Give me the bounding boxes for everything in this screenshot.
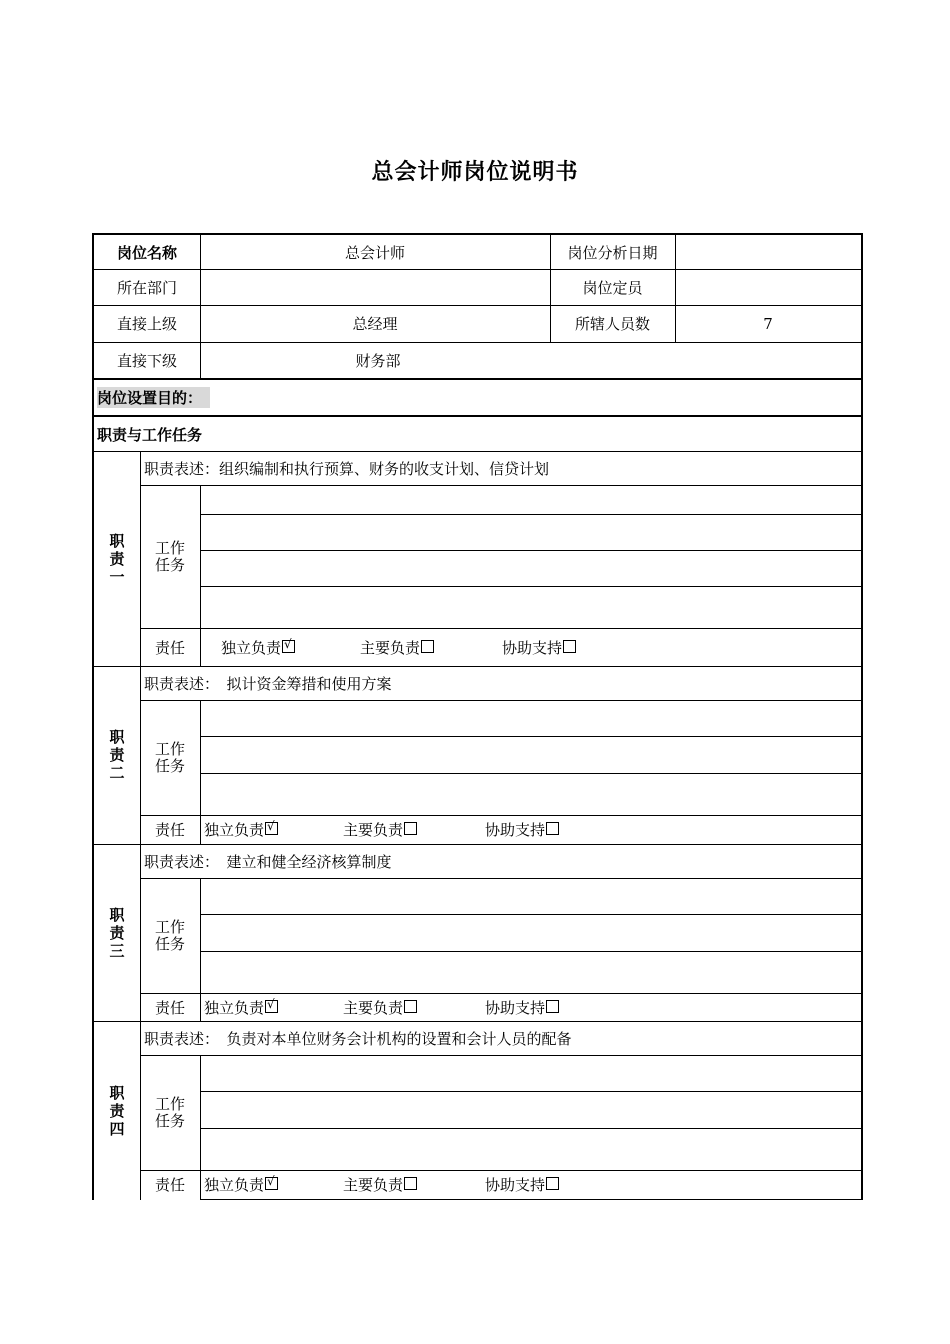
checkbox-icon[interactable] xyxy=(563,640,576,653)
opt-independent-label: 独立负责 xyxy=(204,998,265,1017)
duties-section-label: 职责与工作任务 xyxy=(97,425,203,444)
task-label-line-1: 工作 xyxy=(154,538,185,557)
duty-1-resp-support[interactable] xyxy=(502,628,576,666)
duty-4-char-3: 四 xyxy=(109,1119,125,1138)
duty-3-label xyxy=(94,844,140,1021)
duty-4-description: 职责表述： 负责对本单位财务会计机构的设置和会计人员的配备 xyxy=(144,1029,572,1048)
duty-3-resp-independent[interactable] xyxy=(204,993,278,1021)
opt-main-label: 主要负责 xyxy=(343,821,404,839)
analysis-date-value xyxy=(675,235,861,269)
duty-2-char-3: 二 xyxy=(109,764,125,782)
grid-line xyxy=(200,550,861,551)
opt-main-label: 主要负责 xyxy=(360,638,421,657)
purpose-section xyxy=(94,380,861,415)
task-label-line-2: 任务 xyxy=(154,1111,185,1130)
department-value xyxy=(200,269,550,305)
checkbox-icon[interactable] xyxy=(404,1177,417,1190)
duty-1-description: 职责表述：组织编制和执行预算、财务的收支计划、信贷计划 xyxy=(144,459,550,478)
page-title: 总会计师岗位说明书 xyxy=(371,160,579,185)
duty-2-resp-label: 责任 xyxy=(154,821,185,839)
grid-line xyxy=(200,1199,861,1200)
duty-2-label xyxy=(94,666,140,844)
duty-2-char-2: 责 xyxy=(109,746,125,764)
duty-1-char-1: 职 xyxy=(109,531,125,550)
checkbox-checked-icon[interactable] xyxy=(265,822,278,835)
subordinate-value: 财务部 xyxy=(355,351,401,370)
grid-line xyxy=(200,1091,861,1092)
headcount-value xyxy=(675,269,861,305)
grid-line xyxy=(200,914,861,915)
duty-1-task-label xyxy=(140,485,200,628)
checkbox-icon[interactable] xyxy=(546,1000,559,1013)
grid-line xyxy=(200,878,201,1021)
duty-4-resp-independent[interactable] xyxy=(204,1170,278,1199)
grid-line xyxy=(200,736,861,737)
duty-1-label xyxy=(94,451,140,666)
duty-3-resp-label: 责任 xyxy=(154,998,185,1017)
opt-support-label: 协助支持 xyxy=(485,821,546,839)
checkbox-icon[interactable] xyxy=(421,640,434,653)
opt-independent-label: 独立负责 xyxy=(204,821,265,839)
duty-4-resp-label: 责任 xyxy=(154,1176,185,1194)
duty-2-char-1: 职 xyxy=(109,728,125,746)
duty-4-resp-support[interactable] xyxy=(485,1170,559,1199)
duty-1-char-2: 责 xyxy=(109,549,125,568)
duty-4-resp-main[interactable] xyxy=(343,1170,417,1199)
duty-2-description: 职责表述： 拟计资金筹措和使用方案 xyxy=(144,674,392,693)
grid-line xyxy=(200,700,201,844)
purpose-label: 岗位设置目的： xyxy=(97,387,210,408)
headcount-label: 岗位定员 xyxy=(582,278,643,297)
grid-line xyxy=(200,485,201,666)
duty-1-resp-label: 责任 xyxy=(154,638,185,657)
task-label-line-1: 工作 xyxy=(154,739,185,758)
task-label-line-2: 任务 xyxy=(154,756,185,775)
duty-1-resp-independent[interactable] xyxy=(221,628,295,666)
checkbox-icon[interactable] xyxy=(546,822,559,835)
position-name-value: 总会计师 xyxy=(344,243,405,262)
opt-main-label: 主要负责 xyxy=(343,1176,404,1194)
grid-line xyxy=(200,586,861,587)
grid-line xyxy=(140,485,861,486)
task-label-line-1: 工作 xyxy=(154,1094,185,1113)
task-label-line-2: 任务 xyxy=(154,555,185,574)
duty-4-task-label xyxy=(140,1055,200,1170)
job-description-form xyxy=(92,233,863,1200)
duty-4-label xyxy=(94,1021,140,1200)
staff-count-value: 7 xyxy=(763,314,773,333)
grid-line xyxy=(200,951,861,952)
grid-line xyxy=(140,1055,861,1056)
checkbox-checked-icon[interactable] xyxy=(282,640,295,653)
opt-independent-label: 独立负责 xyxy=(204,1176,265,1194)
analysis-date-label: 岗位分析日期 xyxy=(567,243,658,262)
duty-2-resp-main[interactable] xyxy=(343,815,417,844)
task-label-line-1: 工作 xyxy=(154,917,185,936)
grid-line xyxy=(200,514,861,515)
duty-3-char-2: 责 xyxy=(109,923,125,942)
grid-line xyxy=(200,1128,861,1129)
task-label-line-2: 任务 xyxy=(154,934,185,953)
opt-independent-label: 独立负责 xyxy=(221,638,282,657)
supervisor-label: 直接上级 xyxy=(116,315,177,333)
checkbox-checked-icon[interactable] xyxy=(265,1177,278,1190)
duty-3-char-1: 职 xyxy=(109,905,125,924)
duty-2-resp-support[interactable] xyxy=(485,815,559,844)
position-name-label: 岗位名称 xyxy=(116,243,177,262)
opt-main-label: 主要负责 xyxy=(343,998,404,1017)
opt-support-label: 协助支持 xyxy=(485,998,546,1017)
duty-4-char-1: 职 xyxy=(109,1083,125,1102)
duty-1-resp-main[interactable] xyxy=(360,628,434,666)
department-label: 所在部门 xyxy=(116,278,177,297)
checkbox-icon[interactable] xyxy=(404,1000,417,1013)
supervisor-value: 总经理 xyxy=(352,315,398,333)
duty-3-task-label xyxy=(140,878,200,993)
duty-3-resp-main[interactable] xyxy=(343,993,417,1021)
duty-2-task-label xyxy=(140,700,200,815)
checkbox-icon[interactable] xyxy=(404,822,417,835)
duty-2-resp-independent[interactable] xyxy=(204,815,278,844)
staff-count-label: 所辖人员数 xyxy=(574,315,650,333)
duty-3-char-3: 三 xyxy=(109,941,125,960)
checkbox-icon[interactable] xyxy=(546,1177,559,1190)
opt-support-label: 协助支持 xyxy=(502,638,563,657)
duty-3-description: 职责表述： 建立和健全经济核算制度 xyxy=(144,852,392,871)
duty-3-resp-support[interactable] xyxy=(485,993,559,1021)
checkbox-checked-icon[interactable] xyxy=(265,1000,278,1013)
grid-line xyxy=(140,878,861,879)
grid-line xyxy=(140,700,861,701)
duty-1-char-3: 一 xyxy=(109,567,125,586)
duty-4-char-2: 责 xyxy=(109,1101,125,1120)
subordinate-label: 直接下级 xyxy=(116,351,177,370)
opt-support-label: 协助支持 xyxy=(485,1176,546,1194)
grid-line xyxy=(200,773,861,774)
